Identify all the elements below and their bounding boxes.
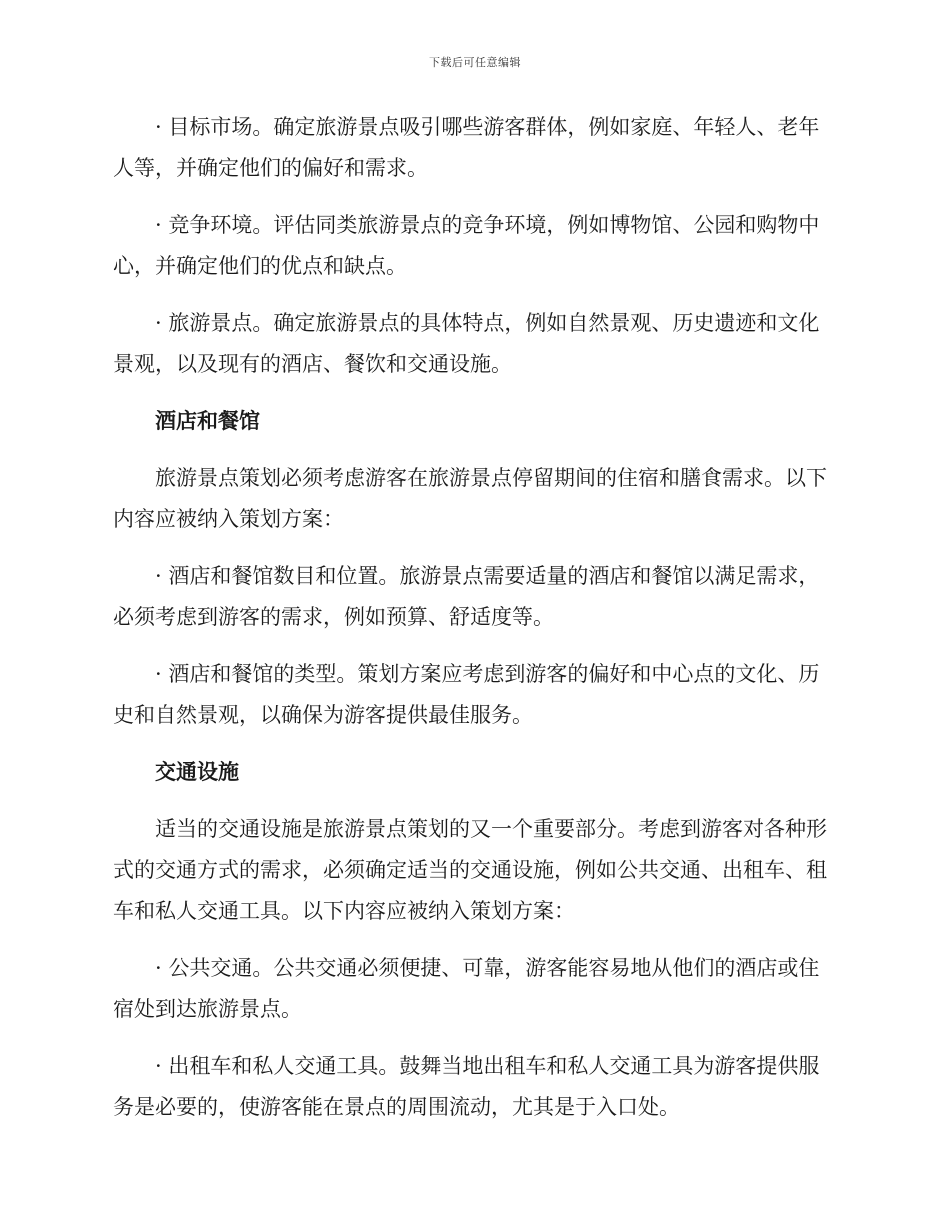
paragraph-hotels-intro: 旅游景点策划必须考虑游客在旅游景点停留期间的住宿和膳食需求。以下内容应被纳入策划方案： — [113, 466, 827, 531]
bullet-hotel-count: · 酒店和餐馆数目和位置。旅游景点需要适量的酒店和餐馆以满足需求，必须考虑到游客的需求，例如预算、舒适度等。 — [113, 564, 820, 629]
bullet-attractions: · 旅游景点。确定旅游景点的具体特点，例如自然景观、历史遗迹和文化景观，以及现有的酒店、餐饮和交通设施。 — [113, 311, 820, 376]
section-heading-hotels: 酒店和餐馆 — [155, 409, 260, 433]
bullet-target-market: · 目标市场。确定旅游景点吸引哪些游客群体，例如家庭、年轻人、老年人等，并确定他们的偏好和需求。 — [113, 115, 820, 180]
section-heading-transport: 交通设施 — [155, 760, 239, 784]
document-body — [113, 107, 833, 1144]
paragraph-transport-intro: 适当的交通设施是旅游景点策划的又一个重要部分。考虑到游客对各种形式的交通方式的需求，必须确定适当的交通设施，例如公共交通、出租车、租车和私人交通工具。以下内容应被纳入策划方案： — [113, 817, 827, 923]
page-header: 下载后可任意编辑 — [429, 56, 521, 69]
bullet-public-transport: · 公共交通。公共交通必须便捷、可靠，游客能容易地从他们的酒店或住宿处到达旅游景点。 — [113, 956, 820, 1021]
bullet-hotel-type: · 酒店和餐馆的类型。策划方案应考虑到游客的偏好和中心点的文化、历史和自然景观，以确保为游客提供最佳服务。 — [113, 662, 820, 727]
bullet-competition: · 竞争环境。评估同类旅游景点的竞争环境，例如博物馆、公园和购物中心，并确定他们的优点和缺点。 — [113, 213, 820, 278]
bullet-taxi-private: · 出租车和私人交通工具。鼓舞当地出租车和私人交通工具为游客提供服务是必要的，使游客能在景点的周围流动，尤其是于入口处。 — [113, 1054, 820, 1119]
